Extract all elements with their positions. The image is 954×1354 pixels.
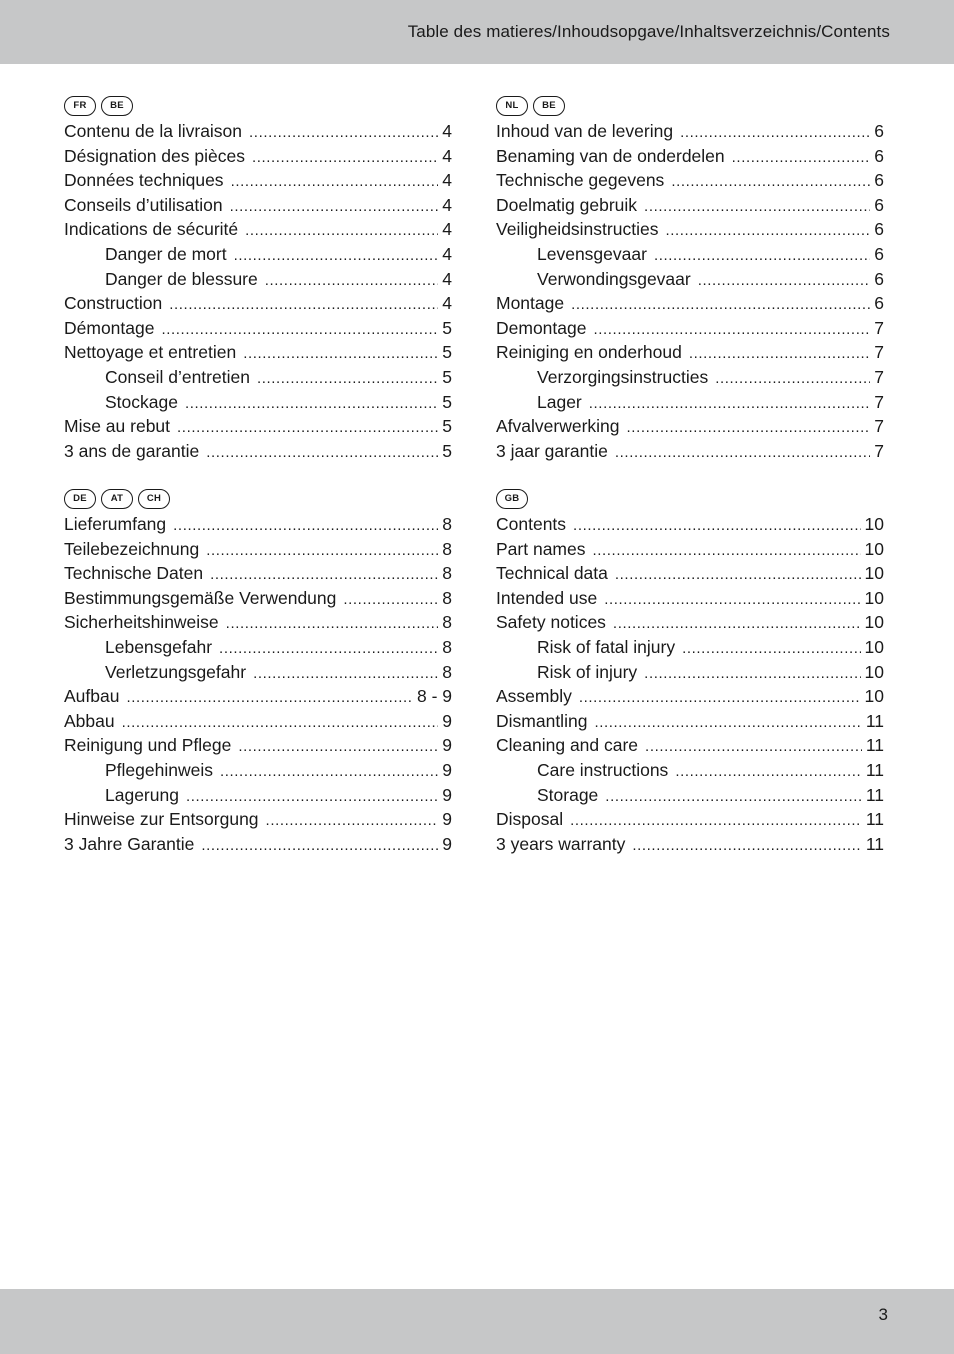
language-badge-de: DE (64, 489, 96, 509)
toc-entry-page: 6 (874, 170, 884, 191)
toc-entry[interactable] (64, 563, 452, 588)
dot-leader (169, 296, 438, 313)
toc-entry-page: 4 (442, 268, 452, 289)
toc-entry-page: 10 (864, 661, 884, 682)
toc-entry[interactable] (496, 219, 884, 244)
toc-entry-label: Teilebezeichnung (64, 538, 200, 559)
dot-leader (201, 837, 438, 854)
toc-entry-page: 5 (442, 342, 452, 363)
toc-entry-label: Données techniques (64, 170, 224, 191)
language-badge-at: AT (101, 489, 133, 509)
toc-subentry[interactable] (64, 637, 452, 662)
dot-leader (226, 615, 439, 632)
dot-leader (185, 395, 438, 412)
toc-entry-label: Assembly (496, 686, 572, 707)
toc-entry[interactable] (64, 539, 452, 564)
toc-entry-page: 8 (442, 563, 452, 584)
toc-entry[interactable] (496, 318, 884, 343)
dot-leader (257, 370, 438, 387)
toc-entry-label: Démontage (64, 317, 155, 338)
dot-leader (613, 615, 861, 632)
toc-entry[interactable] (64, 809, 452, 834)
toc-entry-page: 6 (874, 145, 884, 166)
dot-leader (698, 272, 871, 289)
toc-entry[interactable] (64, 318, 452, 343)
page-title: Table des matieres/Inhoudsopgave/Inhaltsverzeichnis/Contents (407, 22, 890, 41)
dot-leader (266, 812, 439, 829)
toc-entry[interactable] (64, 342, 452, 367)
toc-entry-label: Afvalverwerking (496, 416, 620, 437)
toc-entry-label: Doelmatig gebruik (496, 194, 638, 215)
header-bar (0, 0, 954, 64)
dot-leader (671, 173, 870, 190)
dot-leader (732, 149, 871, 166)
toc-entry[interactable] (496, 170, 884, 195)
toc-entry[interactable] (64, 219, 452, 244)
dot-leader (615, 566, 861, 583)
toc-entry-label: Intended use (496, 587, 598, 608)
toc-entry-page: 10 (864, 538, 884, 559)
toc-entry-page: 8 (442, 538, 452, 559)
toc-entry[interactable] (64, 146, 452, 171)
toc-subentry[interactable] (64, 760, 452, 785)
toc-entry-page: 5 (442, 391, 452, 412)
toc-entry-page: 8 (442, 612, 452, 633)
toc-entry[interactable] (64, 711, 452, 736)
toc-entry[interactable] (496, 514, 884, 539)
dot-leader (249, 124, 438, 141)
toc-entry-page: 9 (442, 833, 452, 854)
toc-subentry[interactable] (64, 269, 452, 294)
toc-entry-page: 7 (874, 342, 884, 363)
toc-entry[interactable] (64, 612, 452, 637)
dot-leader (689, 345, 870, 362)
toc-entry-label: 3 jaar garantie (496, 440, 608, 461)
toc-entry-page: 8 (442, 661, 452, 682)
dot-leader (605, 788, 862, 805)
toc-entry-label: Inhoud van de levering (496, 121, 674, 141)
dot-leader (343, 591, 438, 608)
toc-entry[interactable] (496, 588, 884, 613)
toc-entry-page: 6 (874, 194, 884, 215)
toc-entry-page: 7 (874, 440, 884, 461)
toc-entry-label: Mise au rebut (64, 416, 171, 437)
toc-entry-page: 9 (442, 784, 452, 805)
page-number: 3 (878, 1305, 888, 1324)
dot-leader (615, 444, 870, 461)
dot-leader (206, 542, 438, 559)
toc-entry-page: 9 (442, 809, 452, 830)
toc-entry-page: 11 (865, 784, 884, 805)
toc-entry-label: Verzorgingsinstructies (537, 366, 709, 387)
dot-leader (265, 272, 439, 289)
toc-subentry[interactable] (496, 244, 884, 269)
toc-entry-page: 4 (442, 194, 452, 215)
dot-leader (570, 812, 862, 829)
toc-entry-label: Désignation des pièces (64, 145, 245, 166)
toc-subentry[interactable] (496, 269, 884, 294)
dot-leader (252, 149, 438, 166)
toc-entry[interactable] (496, 342, 884, 367)
toc-entry-page: 4 (442, 145, 452, 166)
language-badge-ch: CH (138, 489, 170, 509)
toc-entry-label: Reinigung und Pflege (64, 735, 232, 756)
dot-leader (177, 419, 438, 436)
toc-entry-label: Verwondingsgevaar (537, 268, 691, 289)
language-badges (64, 96, 452, 116)
toc-entry-page: 9 (442, 710, 452, 731)
toc-subentry[interactable] (496, 760, 884, 785)
toc-entry-label: Technische gegevens (496, 170, 665, 191)
toc-entry-page: 7 (874, 317, 884, 338)
toc-entry-label: Hinweise zur Entsorgung (64, 809, 259, 830)
dot-leader (627, 419, 871, 436)
dot-leader (644, 665, 860, 682)
toc-entry[interactable] (496, 834, 884, 859)
toc-entry-page: 8 (442, 636, 452, 657)
toc-entry-page: 6 (874, 121, 884, 141)
toc-entry-page: 10 (864, 686, 884, 707)
toc-entry-label: Risk of injury (537, 661, 638, 682)
toc-entry[interactable] (496, 416, 884, 441)
dot-leader (220, 763, 438, 780)
footer-bar (0, 1289, 954, 1354)
toc-entry-label: Bestimmungsgemäße Verwendung (64, 587, 337, 608)
toc-entry[interactable] (496, 735, 884, 760)
toc-entry-label: Dismantling (496, 710, 588, 731)
dot-leader (253, 665, 438, 682)
toc-entry[interactable] (64, 686, 452, 711)
toc-entry-label: Lager (537, 391, 582, 412)
toc-entry-page: 11 (865, 735, 884, 756)
toc-entry-label: Reiniging en onderhoud (496, 342, 682, 363)
toc-entry-label: Contents (496, 514, 567, 534)
toc-entry-label: 3 years warranty (496, 833, 626, 854)
toc-entry[interactable] (496, 612, 884, 637)
toc-entry-label: Veiligheidsinstructies (496, 219, 659, 240)
toc-entry-page: 4 (442, 219, 452, 240)
dot-leader (654, 247, 870, 264)
dot-leader (573, 517, 860, 534)
toc-entry-label: Sicherheitshinweise (64, 612, 219, 633)
toc-entry[interactable] (496, 293, 884, 318)
toc-entry-page: 5 (442, 440, 452, 461)
toc-subentry[interactable] (496, 392, 884, 417)
toc-entry-page: 10 (864, 587, 884, 608)
toc-entry-page: 10 (864, 514, 884, 534)
toc-entry-page: 8 (442, 587, 452, 608)
dot-leader (675, 763, 862, 780)
toc-entry-page: 10 (864, 612, 884, 633)
dot-leader (234, 247, 439, 264)
toc-entry-page: 4 (442, 243, 452, 264)
toc-entry-label: Danger de blessure (105, 268, 258, 289)
toc-entry[interactable] (496, 686, 884, 711)
toc-entry-label: Contenu de la livraison (64, 121, 243, 141)
toc-entry[interactable] (64, 588, 452, 613)
toc-entry-label: Benaming van de onderdelen (496, 145, 725, 166)
toc-entry-label: Montage (496, 293, 565, 314)
toc-entry[interactable] (496, 441, 884, 466)
toc-entry-label: Storage (537, 784, 599, 805)
toc-entry-label: Cleaning and care (496, 735, 639, 756)
toc-entry[interactable] (496, 563, 884, 588)
dot-leader (210, 566, 438, 583)
dot-leader (245, 222, 438, 239)
toc-entry-page: 11 (865, 759, 884, 780)
language-badge-gb: GB (496, 489, 528, 509)
dot-leader (219, 640, 438, 657)
toc-entry[interactable] (64, 170, 452, 195)
toc-subentry[interactable] (64, 367, 452, 392)
toc-subentry[interactable] (496, 637, 884, 662)
toc-entry-page: 7 (874, 416, 884, 437)
dot-leader (173, 517, 438, 534)
dot-leader (645, 738, 862, 755)
dot-leader (682, 640, 860, 657)
toc-section-de-at-ch (64, 489, 452, 858)
toc-entry[interactable] (496, 195, 884, 220)
toc-subentry[interactable] (496, 367, 884, 392)
toc-entry-label: Lebensgefahr (105, 636, 213, 657)
toc-entry-page: 4 (442, 170, 452, 191)
dot-leader (122, 714, 439, 731)
dot-leader (243, 345, 438, 362)
dot-leader (715, 370, 870, 387)
toc-entry-page: 11 (865, 833, 884, 854)
toc-entry-page: 6 (874, 243, 884, 264)
toc-entry[interactable] (64, 834, 452, 859)
toc-entry-label: Safety notices (496, 612, 606, 633)
toc-entry-label: Conseils d’utilisation (64, 194, 223, 215)
dot-leader (579, 689, 861, 706)
toc-entry-label: Care instructions (537, 759, 669, 780)
toc-entry[interactable] (64, 514, 452, 539)
toc-entry[interactable] (64, 441, 452, 466)
toc-entry-label: Abbau (64, 710, 115, 731)
language-badge-be: BE (101, 96, 133, 116)
toc-entry-page: 10 (864, 563, 884, 584)
toc-subentry[interactable] (496, 785, 884, 810)
toc-entry-page: 5 (442, 366, 452, 387)
dot-leader (231, 173, 439, 190)
toc-entry-label: Lieferumfang (64, 514, 167, 534)
dot-leader (594, 714, 861, 731)
toc-entry-label: 3 Jahre Garantie (64, 833, 195, 854)
toc-entry-page: 9 (442, 759, 452, 780)
dot-leader (592, 542, 860, 559)
language-badge-be: BE (533, 96, 565, 116)
toc-subentry[interactable] (64, 244, 452, 269)
toc-entry-page: 11 (865, 710, 884, 731)
toc-entry[interactable] (64, 735, 452, 760)
toc-entry[interactable] (496, 539, 884, 564)
toc-entry-page: 8 (442, 514, 452, 534)
dot-leader (238, 738, 438, 755)
toc-entry-label: Pflegehinweis (105, 759, 213, 780)
toc-entry-label: Technical data (496, 563, 608, 584)
toc-section-gb (496, 489, 884, 858)
toc-entry-page: 5 (442, 416, 452, 437)
dot-leader (206, 444, 438, 461)
language-badge-nl: NL (496, 96, 528, 116)
toc-entry[interactable] (64, 121, 452, 146)
toc-entry[interactable] (64, 195, 452, 220)
dot-leader (589, 395, 871, 412)
toc-entry[interactable] (496, 121, 884, 146)
language-badge-fr: FR (64, 96, 96, 116)
dot-leader (571, 296, 870, 313)
toc-entry-page: 6 (874, 293, 884, 314)
toc-entry-label: Stockage (105, 391, 178, 412)
toc-section-fr-be (64, 96, 452, 465)
language-badges (496, 489, 884, 509)
toc-entry[interactable] (496, 146, 884, 171)
dot-leader (593, 321, 870, 338)
toc-entry-label: 3 ans de garantie (64, 440, 200, 461)
toc-entry[interactable] (64, 293, 452, 318)
toc-entry-page: 10 (864, 636, 884, 657)
toc-subentry[interactable] (496, 662, 884, 687)
dot-leader (604, 591, 860, 608)
toc-entry-label: Verletzungsgefahr (105, 661, 247, 682)
toc-entry-label: Technische Daten (64, 563, 204, 584)
toc-entry-page: 4 (442, 121, 452, 141)
toc-entry-label: Disposal (496, 809, 564, 830)
toc-entry-label: Lagerung (105, 784, 179, 805)
toc-entry-label: Part names (496, 538, 586, 559)
toc-entry-page: 4 (442, 293, 452, 314)
toc-entry-label: Construction (64, 293, 163, 314)
toc-entry[interactable] (64, 416, 452, 441)
dot-leader (126, 689, 413, 706)
dot-leader (680, 124, 870, 141)
toc-entry-label: Nettoyage et entretien (64, 342, 237, 363)
toc-entry-page: 6 (874, 219, 884, 240)
toc-entry-page: 6 (874, 268, 884, 289)
toc-entry[interactable] (496, 809, 884, 834)
toc-entry-page: 5 (442, 317, 452, 338)
toc-section-nl-be (496, 96, 884, 465)
toc-entry[interactable] (496, 711, 884, 736)
dot-leader (230, 198, 439, 215)
toc-entry-label: Levensgevaar (537, 243, 647, 264)
toc-subentry[interactable] (64, 785, 452, 810)
toc-entry-label: Aufbau (64, 686, 120, 707)
dot-leader (644, 198, 870, 215)
toc-entry-label: Demontage (496, 317, 587, 338)
language-badges (496, 96, 884, 116)
toc-entry-label: Danger de mort (105, 243, 227, 264)
toc-entry-page: 11 (865, 809, 884, 830)
toc-entry-label: Conseil d’entretien (105, 366, 250, 387)
dot-leader (632, 837, 861, 854)
language-badges (64, 489, 452, 509)
toc-subentry[interactable] (64, 662, 452, 687)
toc-entry-page: 8 - 9 (416, 686, 452, 707)
toc-entry-label: Risk of fatal injury (537, 636, 676, 657)
dot-leader (161, 321, 438, 338)
toc-entry-page: 7 (874, 366, 884, 387)
dot-leader (665, 222, 870, 239)
toc-entry-label: Indications de sécurité (64, 219, 239, 240)
toc-entry-page: 7 (874, 391, 884, 412)
toc-entry-page: 9 (442, 735, 452, 756)
toc-subentry[interactable] (64, 392, 452, 417)
dot-leader (186, 788, 438, 805)
